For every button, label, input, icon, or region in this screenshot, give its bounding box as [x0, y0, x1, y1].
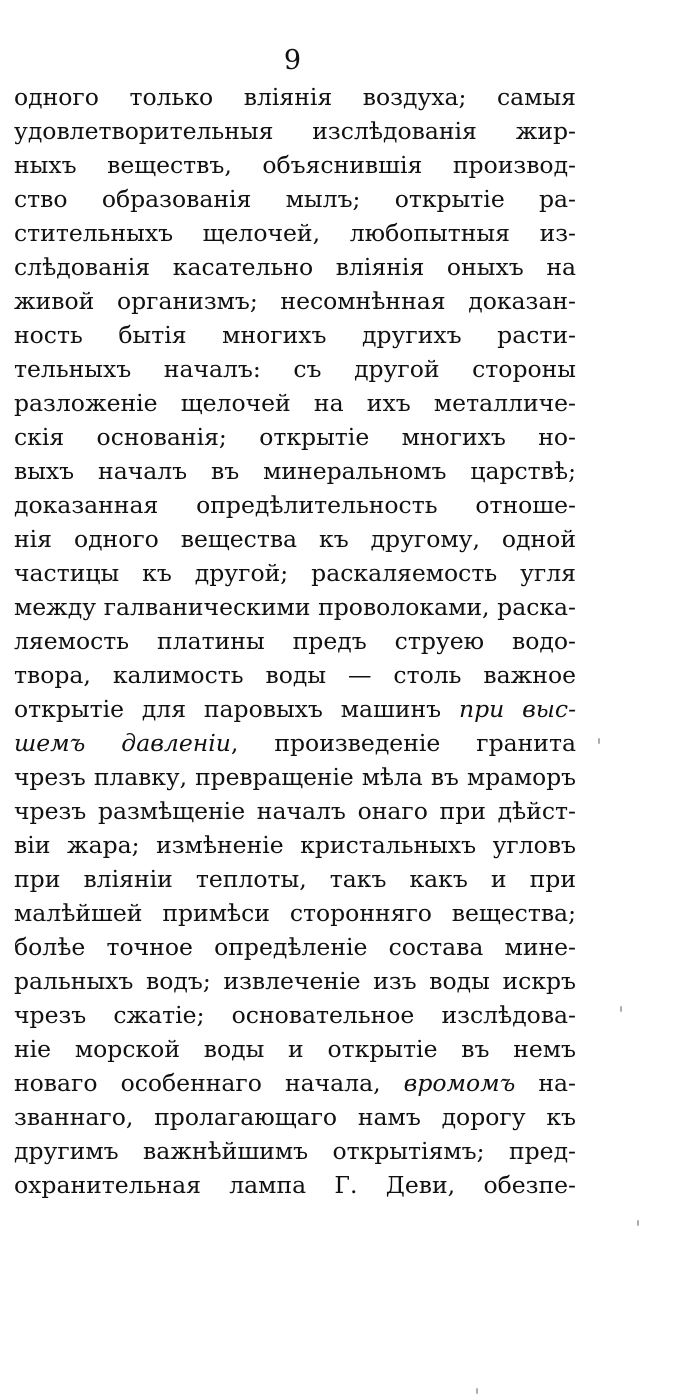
italic-text-segment: шемъ давленіи — [14, 729, 231, 757]
paper-speck — [637, 1220, 639, 1226]
text-line — [14, 556, 576, 590]
text-line — [14, 1134, 576, 1168]
text-segment: выхъ началъ въ минеральномъ царствѣ; — [14, 457, 576, 485]
text-line — [14, 726, 576, 760]
italic-text-segment: вромомъ — [403, 1069, 516, 1097]
text-line — [14, 454, 576, 488]
text-line — [14, 386, 576, 420]
text-segment: , произведеніе гранита — [230, 729, 576, 757]
text-line — [14, 1066, 576, 1100]
text-segment: тельныхъ началъ: съ другой стороны — [14, 355, 576, 383]
text-segment: живой организмъ; несомнѣнная доказан- — [14, 287, 576, 315]
text-segment: удовлетворительныя изслѣдованія жир- — [14, 117, 576, 145]
text-line — [14, 930, 576, 964]
text-line — [14, 760, 576, 794]
text-line — [14, 998, 576, 1032]
text-line — [14, 1100, 576, 1134]
text-line — [14, 216, 576, 250]
text-segment: ляемость платины предъ струею водо- — [14, 627, 576, 655]
text-segment: доказанная опредѣлительность отноше- — [14, 491, 576, 519]
text-segment: при вліяніи теплоты, такъ какъ и при — [14, 865, 576, 893]
body-text — [14, 80, 576, 1202]
text-segment: слѣдованія касательно вліянія оныхъ на — [14, 253, 576, 281]
text-line — [14, 862, 576, 896]
text-line — [14, 1168, 576, 1202]
text-line — [14, 658, 576, 692]
text-segment: на- — [515, 1069, 576, 1097]
text-segment: ность бытія многихъ другихъ расти- — [14, 321, 576, 349]
text-line — [14, 828, 576, 862]
text-segment: ныхъ веществъ, объяснившія производ- — [14, 151, 576, 179]
text-segment: віи жара; измѣненіе кристальныхъ угловъ — [14, 831, 576, 859]
text-segment: другимъ важнѣйшимъ открытіямъ; пред- — [14, 1137, 576, 1165]
text-segment: новаго особеннаго начала, — [14, 1069, 404, 1097]
text-segment: между галваническими проволоками, раска- — [14, 593, 576, 621]
paper-speck — [476, 1388, 478, 1394]
text-segment: стительныхъ щелочей, любопытныя из- — [14, 219, 576, 247]
text-line — [14, 1032, 576, 1066]
text-line — [14, 420, 576, 454]
paper-speck — [620, 1006, 622, 1012]
text-segment: званнаго, пролагающаго намъ дорогу къ — [14, 1103, 576, 1131]
text-segment: ство образованія мылъ; открытіе ра- — [14, 185, 576, 213]
text-line — [14, 182, 576, 216]
text-segment: малѣйшей примѣси сторонняго вещества; — [14, 899, 576, 927]
text-line — [14, 80, 576, 114]
text-line — [14, 318, 576, 352]
paper-speck — [598, 738, 600, 744]
text-line — [14, 148, 576, 182]
text-segment: чрезъ сжатіе; основательное изслѣдова- — [14, 1001, 576, 1029]
text-line — [14, 794, 576, 828]
text-segment: ніе морской воды и открытіе въ немъ — [14, 1035, 576, 1063]
text-line — [14, 590, 576, 624]
text-segment: охранительная лампа Г. Деви, обезпе- — [14, 1171, 576, 1199]
text-line — [14, 624, 576, 658]
text-segment: твора, калимость воды — столь важное — [14, 661, 576, 689]
text-line — [14, 964, 576, 998]
text-segment: скія основанія; открытіе многихъ но- — [14, 423, 576, 451]
text-segment: открытіе для паровыхъ машинъ — [14, 695, 459, 723]
text-segment: нія одного вещества къ другому, одной — [14, 525, 576, 553]
text-segment: болѣе точное опредѣленіе состава мине- — [14, 933, 576, 961]
page-number: 9 — [283, 45, 302, 76]
text-line — [14, 352, 576, 386]
text-line — [14, 250, 576, 284]
text-segment: одного только вліянія воздуха; самыя — [14, 83, 576, 111]
text-segment: разложеніе щелочей на ихъ металличе- — [14, 389, 576, 417]
text-line — [14, 488, 576, 522]
text-line — [14, 522, 576, 556]
text-line — [14, 114, 576, 148]
italic-text-segment: при выс- — [458, 695, 576, 723]
text-segment: ральныхъ водъ; извлеченіе изъ воды искръ — [14, 967, 576, 995]
text-line — [14, 692, 576, 726]
text-line — [14, 284, 576, 318]
text-segment: чрезъ плавку, превращеніе мѣла въ мраморъ — [14, 763, 576, 791]
text-segment: частицы къ другой; раскаляемость угля — [14, 559, 576, 587]
text-line — [14, 896, 576, 930]
text-segment: чрезъ размѣщеніе началъ онаго при дѣйст- — [14, 797, 576, 825]
